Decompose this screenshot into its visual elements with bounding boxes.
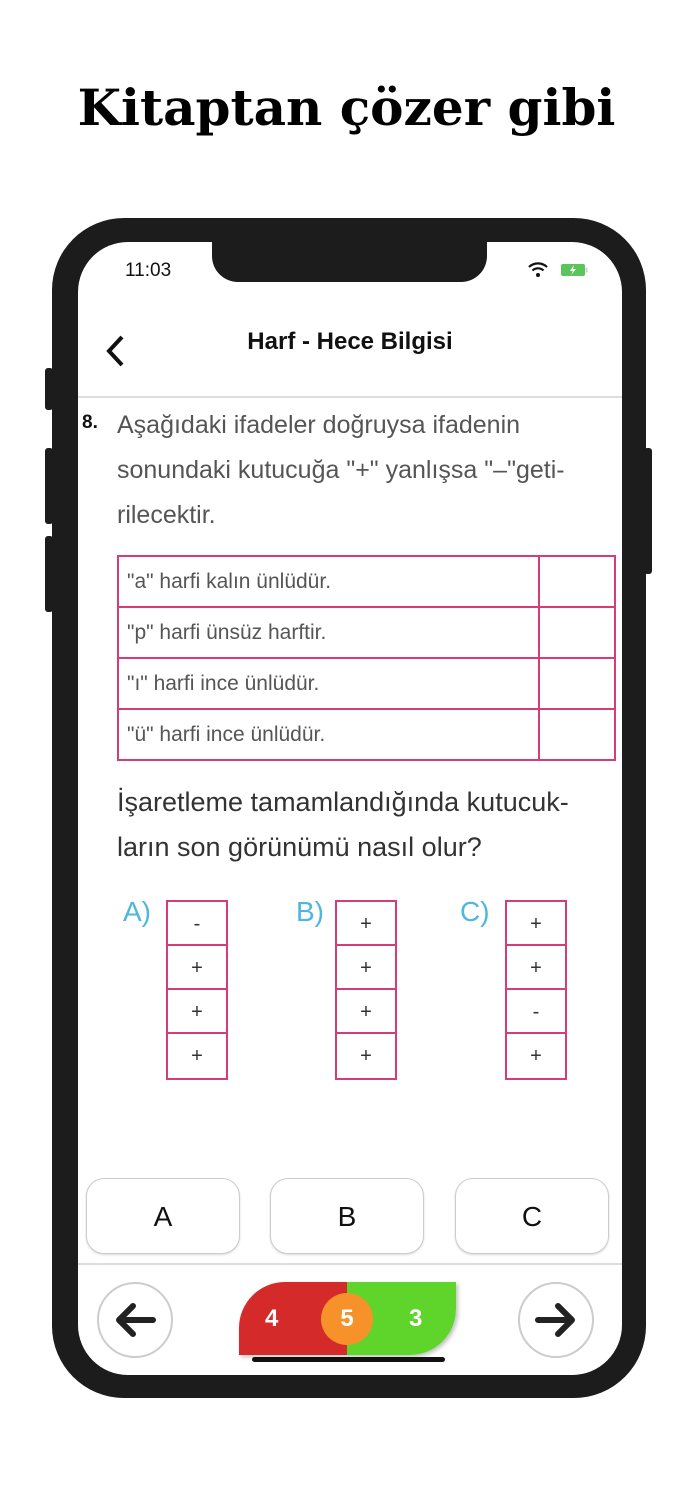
promo-headline: Kitaptan çözer gibi [77, 78, 616, 137]
cell: + [168, 990, 226, 1034]
notch [212, 242, 487, 282]
arrow-left-icon [113, 1302, 157, 1338]
answer-box [539, 709, 615, 760]
wifi-icon [528, 262, 548, 278]
option-c-boxes [505, 900, 567, 1080]
answer-box [539, 607, 615, 658]
statement: "a" harfi kalın ünlüdür. [118, 556, 539, 607]
cell: - [507, 990, 565, 1034]
answer-a-button[interactable]: A [86, 1178, 240, 1254]
cell: + [337, 902, 395, 946]
next-button[interactable] [518, 1282, 594, 1358]
option-c-label: C) [460, 896, 490, 927]
previous-button[interactable] [97, 1282, 173, 1358]
answer-c-button[interactable]: C [455, 1178, 609, 1254]
statement: "p" harfi ünsüz harftir. [118, 607, 539, 658]
cell: + [507, 902, 565, 946]
status-time: 11:03 [125, 260, 172, 281]
answer-box [539, 658, 615, 709]
question-line: Aşağıdaki ifadeler doğruysa ifadenin [117, 411, 521, 439]
statement: "ü" harfi ince ünlüdür. [118, 709, 539, 760]
table-row [118, 709, 615, 760]
question-number: 8. [82, 412, 98, 433]
correct-count: 3 [409, 1305, 423, 1332]
statement: "ı" harfi ince ünlüdür. [118, 658, 539, 709]
table-row [118, 607, 615, 658]
score-indicator [239, 1282, 456, 1355]
cell: + [168, 946, 226, 990]
question-line: sonundaki kutucuğa "+" yanlışsa "–"geti- [117, 456, 565, 484]
table-row [118, 658, 615, 709]
cell: - [168, 902, 226, 946]
home-indicator [252, 1357, 445, 1362]
cell: + [337, 946, 395, 990]
table-row [118, 556, 615, 607]
battery-icon [560, 263, 588, 277]
option-a-label: A) [123, 896, 151, 927]
prompt-line: ların son görünümü nasıl olur? [117, 832, 482, 862]
cell: + [507, 946, 565, 990]
wrong-count: 4 [265, 1305, 279, 1332]
page-title: Harf - Hece Bilgisi [247, 328, 453, 355]
option-b-boxes [335, 900, 397, 1080]
question-line: rilecektir. [117, 501, 216, 529]
current-question-number: 5 [321, 1293, 373, 1345]
option-b-label: B) [296, 896, 324, 927]
prompt-line: İşaretleme tamamlandığında kutucuk- [117, 787, 569, 817]
footer-divider [78, 1263, 622, 1265]
answer-box [539, 556, 615, 607]
cell: + [360, 1045, 372, 1067]
answer-b-button[interactable]: B [270, 1178, 424, 1254]
app-screen [78, 242, 622, 1375]
arrow-right-icon [534, 1302, 578, 1338]
option-a-boxes [166, 900, 228, 1080]
cell: + [530, 1045, 542, 1067]
cell: + [191, 1045, 203, 1067]
header-divider [78, 396, 622, 398]
cell: + [337, 990, 395, 1034]
statements-table [117, 555, 616, 761]
